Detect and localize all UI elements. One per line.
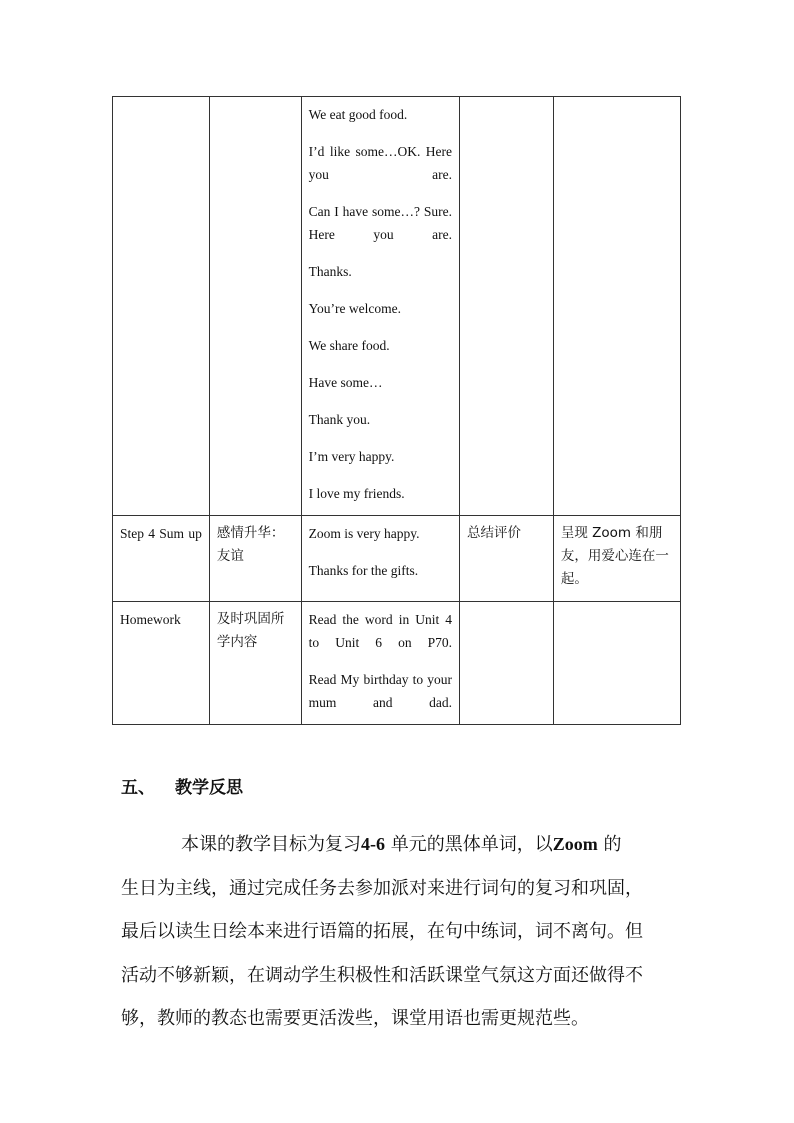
section-heading [121,773,243,798]
lesson-plan-table [112,96,681,725]
aim-cell: 感情升华：友谊 [209,516,301,602]
paragraph-line: 生日为主线，通过完成任务去参加派对来进行词句的复习和巩固， [121,877,643,899]
content-line: I’d like some…OK. Here you are. [308,144,453,182]
content-line: Thanks for the gifts. [308,563,419,578]
content-line: I’m very happy. [308,449,395,464]
step-cell: Step 4 Sum up [113,516,210,602]
paragraph-line: 活动不够新颖，在调动学生积极性和活跃课堂气氛这方面还做得不 [121,964,643,986]
purpose-cell [553,97,680,516]
content-line: Zoom is very happy. [308,526,420,541]
method-cell: 总结评价 [460,516,554,602]
content-line: Can I have some…? Sure. Here you are. [308,204,453,242]
table-row [113,516,681,602]
section-number: 五、 [121,778,155,798]
paragraph-line: 最后以读生日绘本来进行语篇的拓展，在句中练词，词不离句。但 [121,921,643,942]
aim-cell [209,97,301,516]
content-line: Thank you. [308,412,371,427]
content-cell [301,602,459,725]
table-row [113,97,681,516]
reflection-paragraph [121,823,666,1041]
content-line: We share food. [308,338,390,353]
content-line: We eat good food. [308,107,408,122]
content-cell [301,516,459,602]
table-row [113,602,681,725]
section-title: 教学反思 [175,778,243,798]
content-line: Read My birthday to your mum and dad. [308,672,453,710]
method-cell [460,602,554,725]
content-line: Read the word in Unit 4 to Unit 6 on P70. [308,612,453,650]
purpose-cell [553,602,680,725]
content-line: Have some… [308,375,383,390]
content-line: Thanks. [308,264,352,279]
paragraph-line: 本课的教学目标为复习4-6 单元的黑体单词，以Zoom 的 [181,834,622,855]
paragraph-line: 够，教师的教态也需要更活泼些，课堂用语也需更规范些。 [121,1008,589,1029]
content-line: You’re welcome. [308,301,401,316]
aim-cell: 及时巩固所学内容 [209,602,301,725]
method-cell [460,97,554,516]
step-cell: Homework [113,602,210,725]
step-cell [113,97,210,516]
purpose-cell: 呈现 Zoom 和朋友，用爱心连在一起。 [553,516,680,602]
content-line: I love my friends. [308,486,405,501]
content-cell [301,97,459,516]
